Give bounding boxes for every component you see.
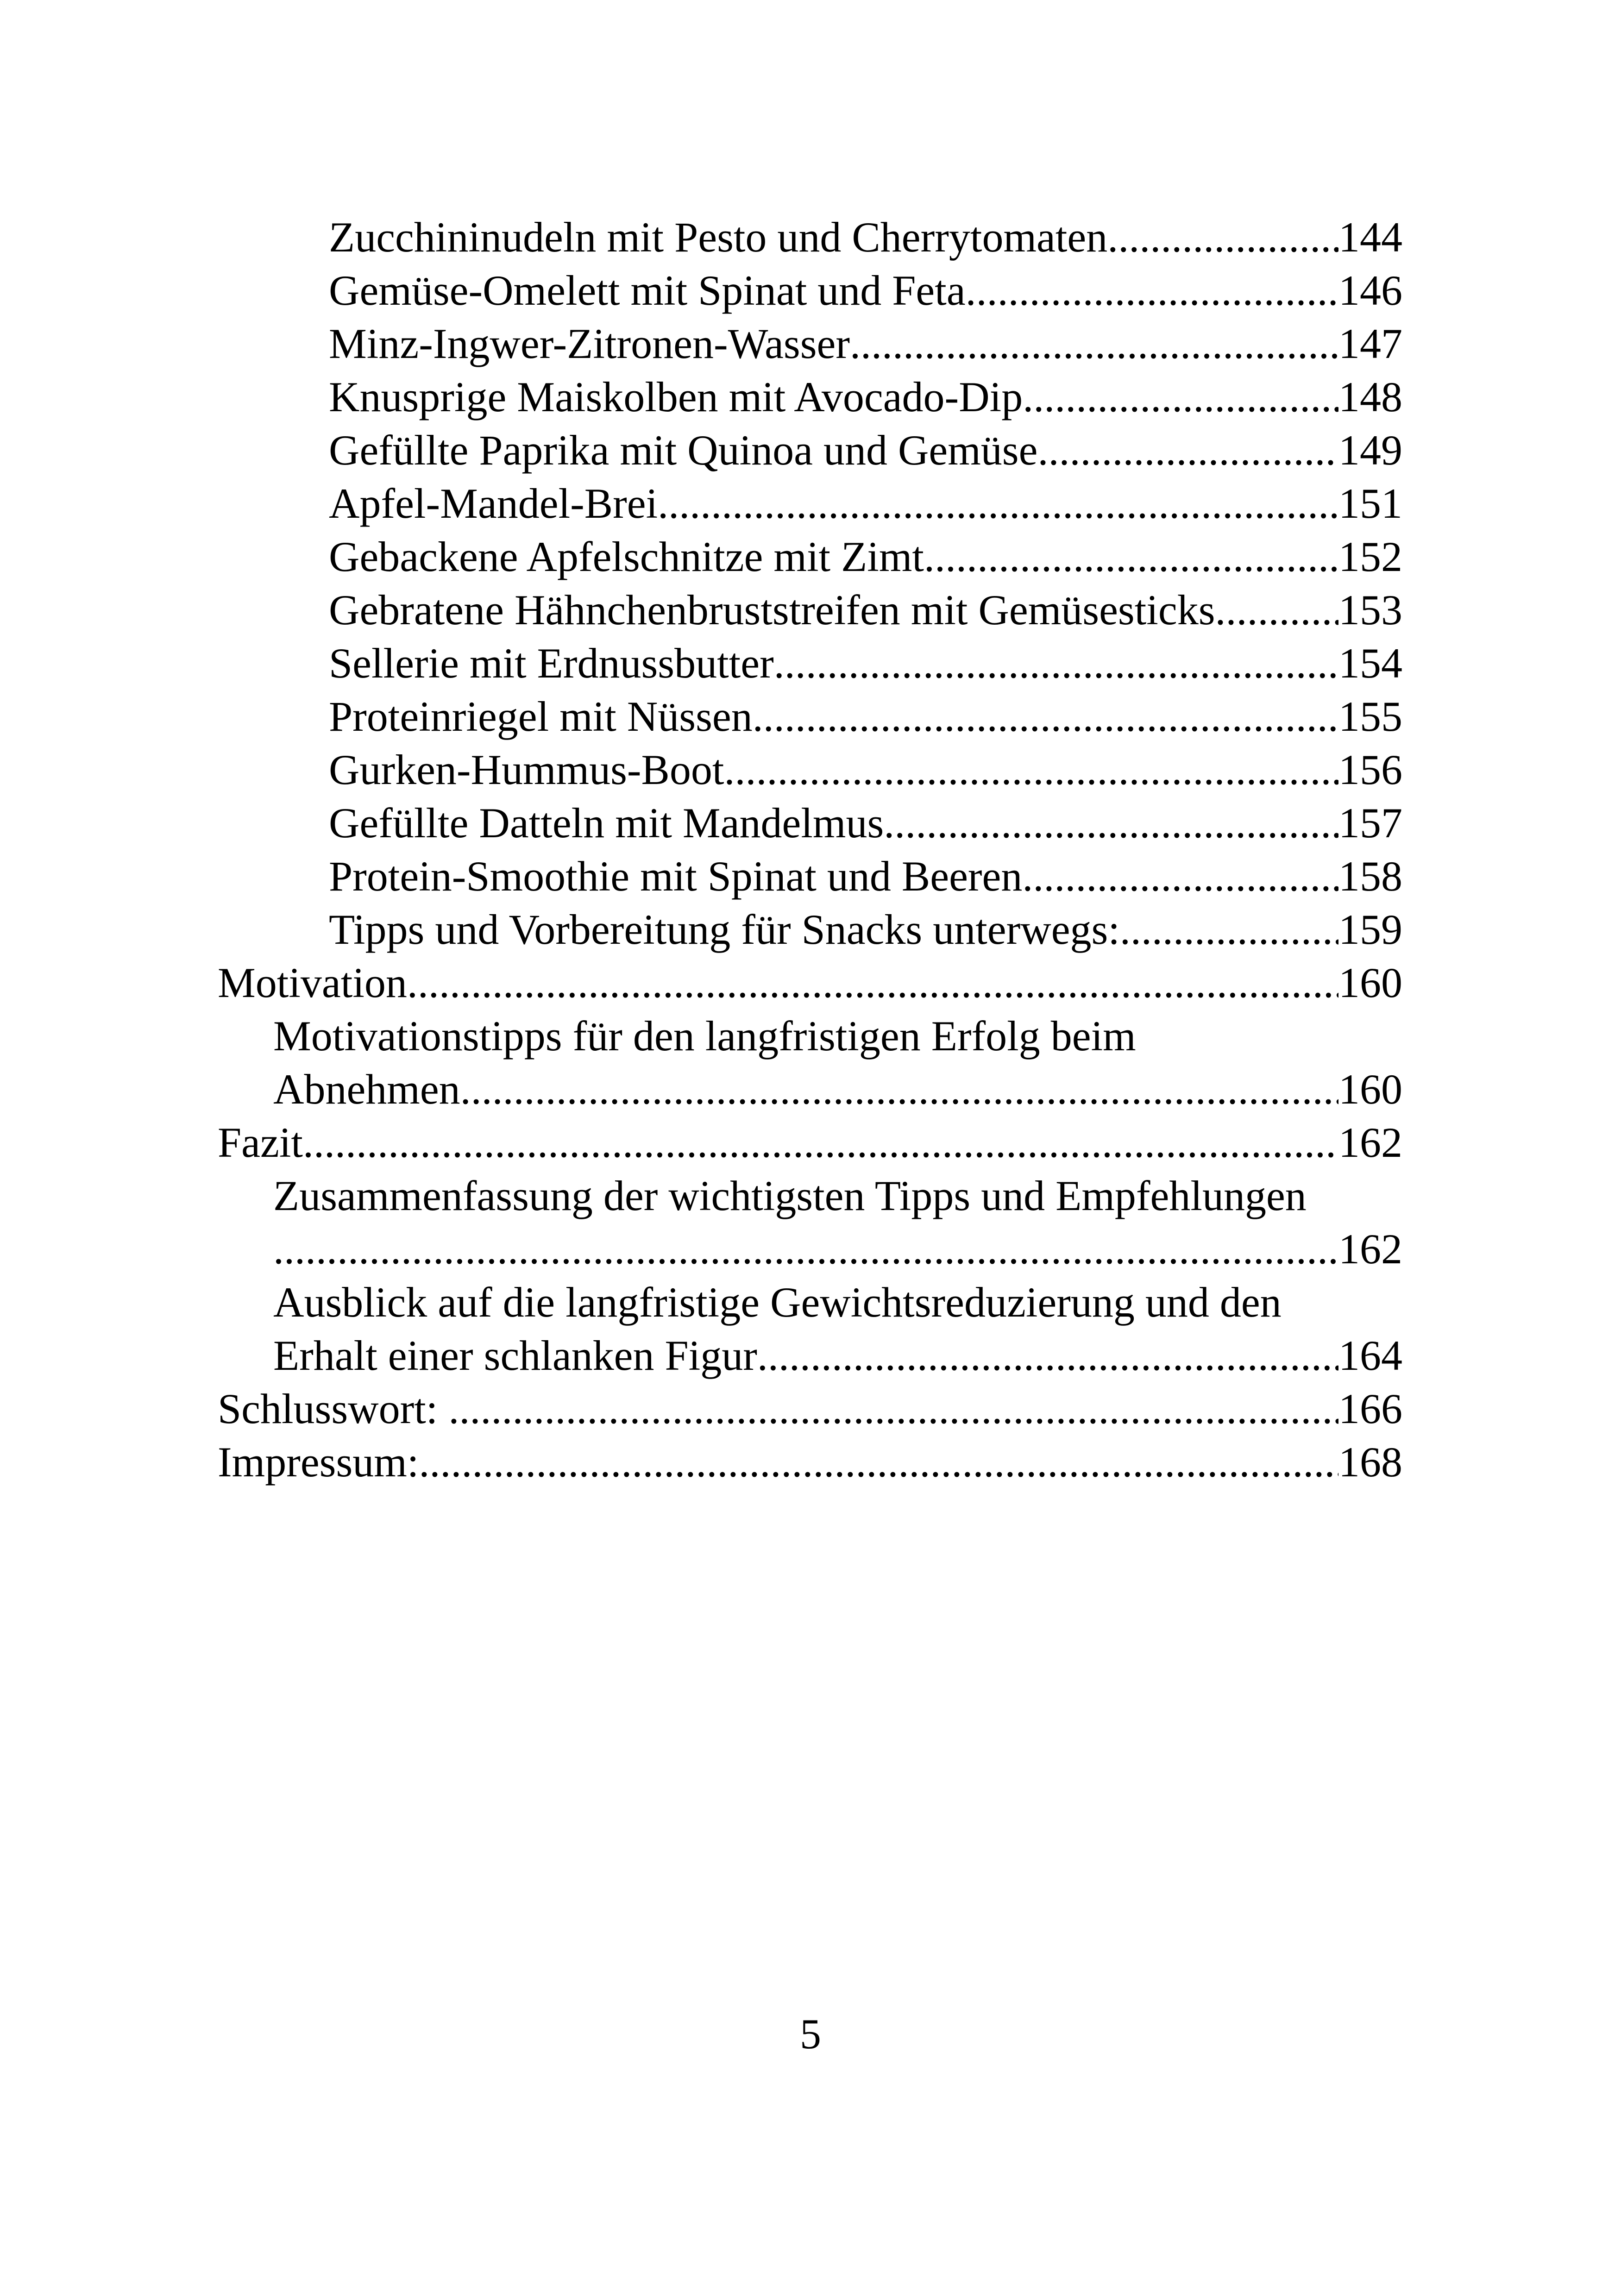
toc-entry-title: Zucchininudeln mit Pesto und Cherrytomaten [329, 213, 1108, 261]
toc-entry-page: 157 [1338, 799, 1402, 847]
toc-entry[interactable] [329, 850, 1402, 903]
toc-entry-page: 151 [1338, 480, 1402, 527]
toc-section-page: 164 [1338, 1332, 1402, 1379]
toc-chapter-motivation[interactable] [218, 956, 1402, 1010]
toc-entry-page: 155 [1338, 693, 1402, 740]
toc-leader-dots [724, 743, 1338, 797]
toc-entry[interactable] [329, 317, 1402, 370]
toc-chapter-fazit[interactable] [218, 1116, 1402, 1169]
toc-entry-title: Gefüllte Paprika mit Quinoa und Gemüse [329, 427, 1038, 474]
toc-section-page: 160 [1338, 1066, 1402, 1113]
toc-entry[interactable] [329, 743, 1402, 797]
toc-entry[interactable] [329, 477, 1402, 530]
toc-entry-title: Minz-Ingwer-Zitronen-Wasser [329, 320, 850, 367]
toc-section-title-line2: Erhalt einer schlanken Figur [273, 1332, 757, 1379]
toc-chapter-title: Impressum: [218, 1438, 419, 1486]
toc-leader-dots [1215, 583, 1339, 637]
toc-entry-page: 148 [1338, 373, 1402, 420]
toc-entry[interactable] [329, 690, 1402, 743]
toc-leader-dots [460, 1063, 1338, 1116]
toc-entry-page: 149 [1338, 427, 1402, 474]
toc-section-line2 [273, 1063, 1402, 1116]
toc-leader-dots [448, 1382, 1338, 1436]
toc-chapter-page: 162 [1338, 1119, 1402, 1166]
toc-section-title-line1: Motivationstipps für den langfristigen Erfolg beim [273, 1012, 1136, 1060]
toc-section-title-line1: Ausblick auf die langfristige Gewichtsreduzierung und den [273, 1279, 1282, 1326]
toc-entry-title: Gebackene Apfelschnitze mit Zimt [329, 533, 924, 580]
toc-leader-dots [774, 637, 1338, 690]
toc-section-line2 [273, 1329, 1402, 1382]
toc-leader-dots [1107, 211, 1338, 264]
toc-entry-title: Sellerie mit Erdnussbutter [329, 640, 774, 687]
toc-leader-dots [1023, 370, 1338, 424]
toc-leader-dots [966, 264, 1338, 317]
toc-entry-page: 144 [1338, 213, 1402, 261]
toc-chapter-page: 166 [1338, 1385, 1402, 1432]
toc-leader-dots [273, 1223, 1338, 1276]
toc-leader-dots [753, 690, 1338, 743]
toc-entry[interactable] [329, 370, 1402, 424]
toc-section-title-line2: Abnehmen [273, 1066, 460, 1113]
toc-entry[interactable] [329, 637, 1402, 690]
table-of-contents [0, 211, 1621, 1489]
toc-section-outlook[interactable] [273, 1276, 1402, 1382]
toc-leader-dots [1022, 850, 1338, 903]
toc-entry-page: 154 [1338, 640, 1402, 687]
toc-section-summary[interactable] [273, 1169, 1402, 1276]
toc-leader-dots [303, 1116, 1338, 1169]
toc-entry-title: Gurken-Hummus-Boot [329, 746, 724, 793]
toc-chapter-page: 160 [1338, 959, 1402, 1006]
toc-entry-page: 153 [1338, 586, 1402, 634]
toc-entry-title: Gemüse-Omelett mit Spinat und Feta [329, 267, 966, 314]
toc-chapter-schlusswort[interactable] [218, 1382, 1402, 1436]
toc-entry[interactable] [329, 797, 1402, 850]
toc-entry[interactable] [329, 530, 1402, 583]
toc-entry[interactable] [329, 424, 1402, 477]
toc-leader-dots [884, 797, 1338, 850]
toc-entry-title: Gebratene Hähnchenbruststreifen mit Gemüsesticks [329, 586, 1215, 634]
toc-entry-page: 152 [1338, 533, 1402, 580]
toc-entry[interactable] [329, 264, 1402, 317]
toc-entry[interactable] [329, 211, 1402, 264]
toc-entry[interactable] [329, 903, 1402, 956]
toc-entry-page: 147 [1338, 320, 1402, 367]
toc-chapter-title: Schlusswort: [218, 1385, 449, 1432]
toc-leader-dots [1120, 903, 1338, 956]
toc-leader-dots [757, 1329, 1338, 1382]
toc-section-line2 [273, 1223, 1402, 1276]
toc-chapter-page: 168 [1338, 1438, 1402, 1486]
toc-leader-dots [924, 530, 1338, 583]
toc-leader-dots [419, 1436, 1338, 1489]
toc-entry[interactable] [329, 583, 1402, 637]
toc-leader-dots [1037, 424, 1338, 477]
toc-chapter-title: Fazit [218, 1119, 303, 1166]
page-number: 5 [800, 2010, 821, 2058]
toc-section-title-line1: Zusammenfassung der wichtigsten Tipps und Empfehlungen [273, 1172, 1307, 1219]
toc-entry-page: 146 [1338, 267, 1402, 314]
toc-entry-title: Apfel-Mandel-Brei [329, 480, 658, 527]
toc-entry-title: Knusprige Maiskolben mit Avocado-Dip [329, 373, 1023, 420]
toc-leader-dots [658, 477, 1338, 530]
toc-leader-dots [850, 317, 1338, 370]
toc-entry-title: Tipps und Vorbereitung für Snacks unterwegs: [329, 906, 1120, 953]
toc-entry-title: Gefüllte Datteln mit Mandelmus [329, 799, 884, 847]
toc-entry-page: 156 [1338, 746, 1402, 793]
toc-entry-title: Protein-Smoothie mit Spinat und Beeren [329, 853, 1023, 900]
toc-leader-dots [407, 956, 1338, 1010]
toc-section-motivation-tips[interactable] [273, 1010, 1402, 1116]
toc-chapter-impressum[interactable] [218, 1436, 1402, 1489]
toc-chapter-title: Motivation [218, 959, 407, 1006]
toc-entry-title: Proteinriegel mit Nüssen [329, 693, 753, 740]
toc-entry-page: 159 [1338, 906, 1402, 953]
toc-section-page: 162 [1338, 1225, 1402, 1273]
toc-entry-page: 158 [1338, 853, 1402, 900]
